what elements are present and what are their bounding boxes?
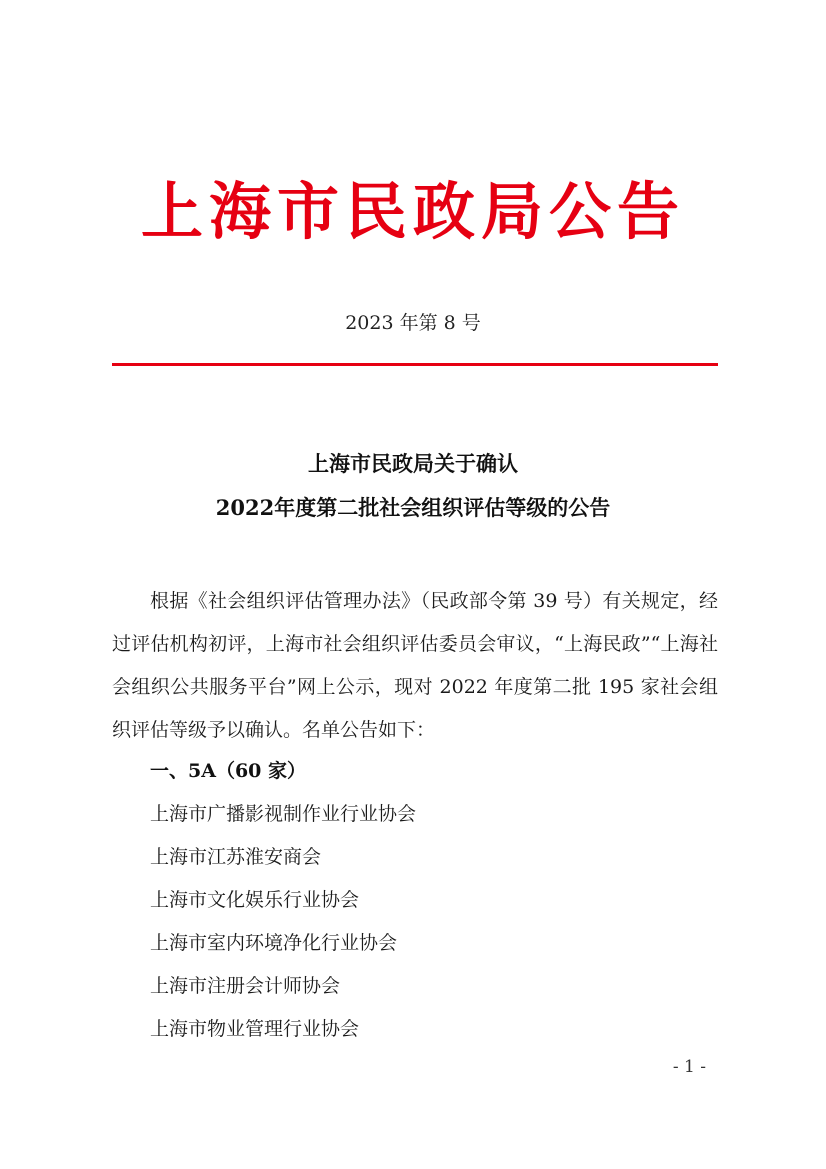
list-item: 上海市江苏淮安商会 <box>150 846 322 868</box>
document-number: 2023 年第 8 号 <box>345 312 481 334</box>
section-heading-5a: 一、5A（60 家） <box>150 760 307 782</box>
red-divider-line <box>112 363 718 366</box>
list-item: 上海市注册会计师协会 <box>150 975 341 997</box>
list-item: 上海市室内环境净化行业协会 <box>150 932 398 954</box>
list-item: 上海市广播影视制作业行业协会 <box>150 803 417 825</box>
body-paragraph: 根据《社会组织评估管理办法》（民政部令第 39 号）有关规定，经过评估机构初评，上海市社会组织评估委员会审议，“上海民政”“上海社会组织公共服务平台”网上公示，现对 2022 年度第二批 195 家社会组织评估等级予以确认。名单公告如下： <box>112 590 718 741</box>
masthead-title: 上海市民政局公告 <box>140 175 685 248</box>
list-item: 上海市物业管理行业协会 <box>150 1018 360 1040</box>
list-item: 上海市文化娱乐行业协会 <box>150 889 360 911</box>
page-number: - 1 - <box>672 1057 706 1077</box>
organization-list <box>150 793 416 1051</box>
notice-title-line-1: 上海市民政局关于确认 <box>308 451 518 476</box>
notice-title-line-2: 2022年度第二批社会组织评估等级的公告 <box>215 495 611 520</box>
notice-title <box>0 442 826 530</box>
